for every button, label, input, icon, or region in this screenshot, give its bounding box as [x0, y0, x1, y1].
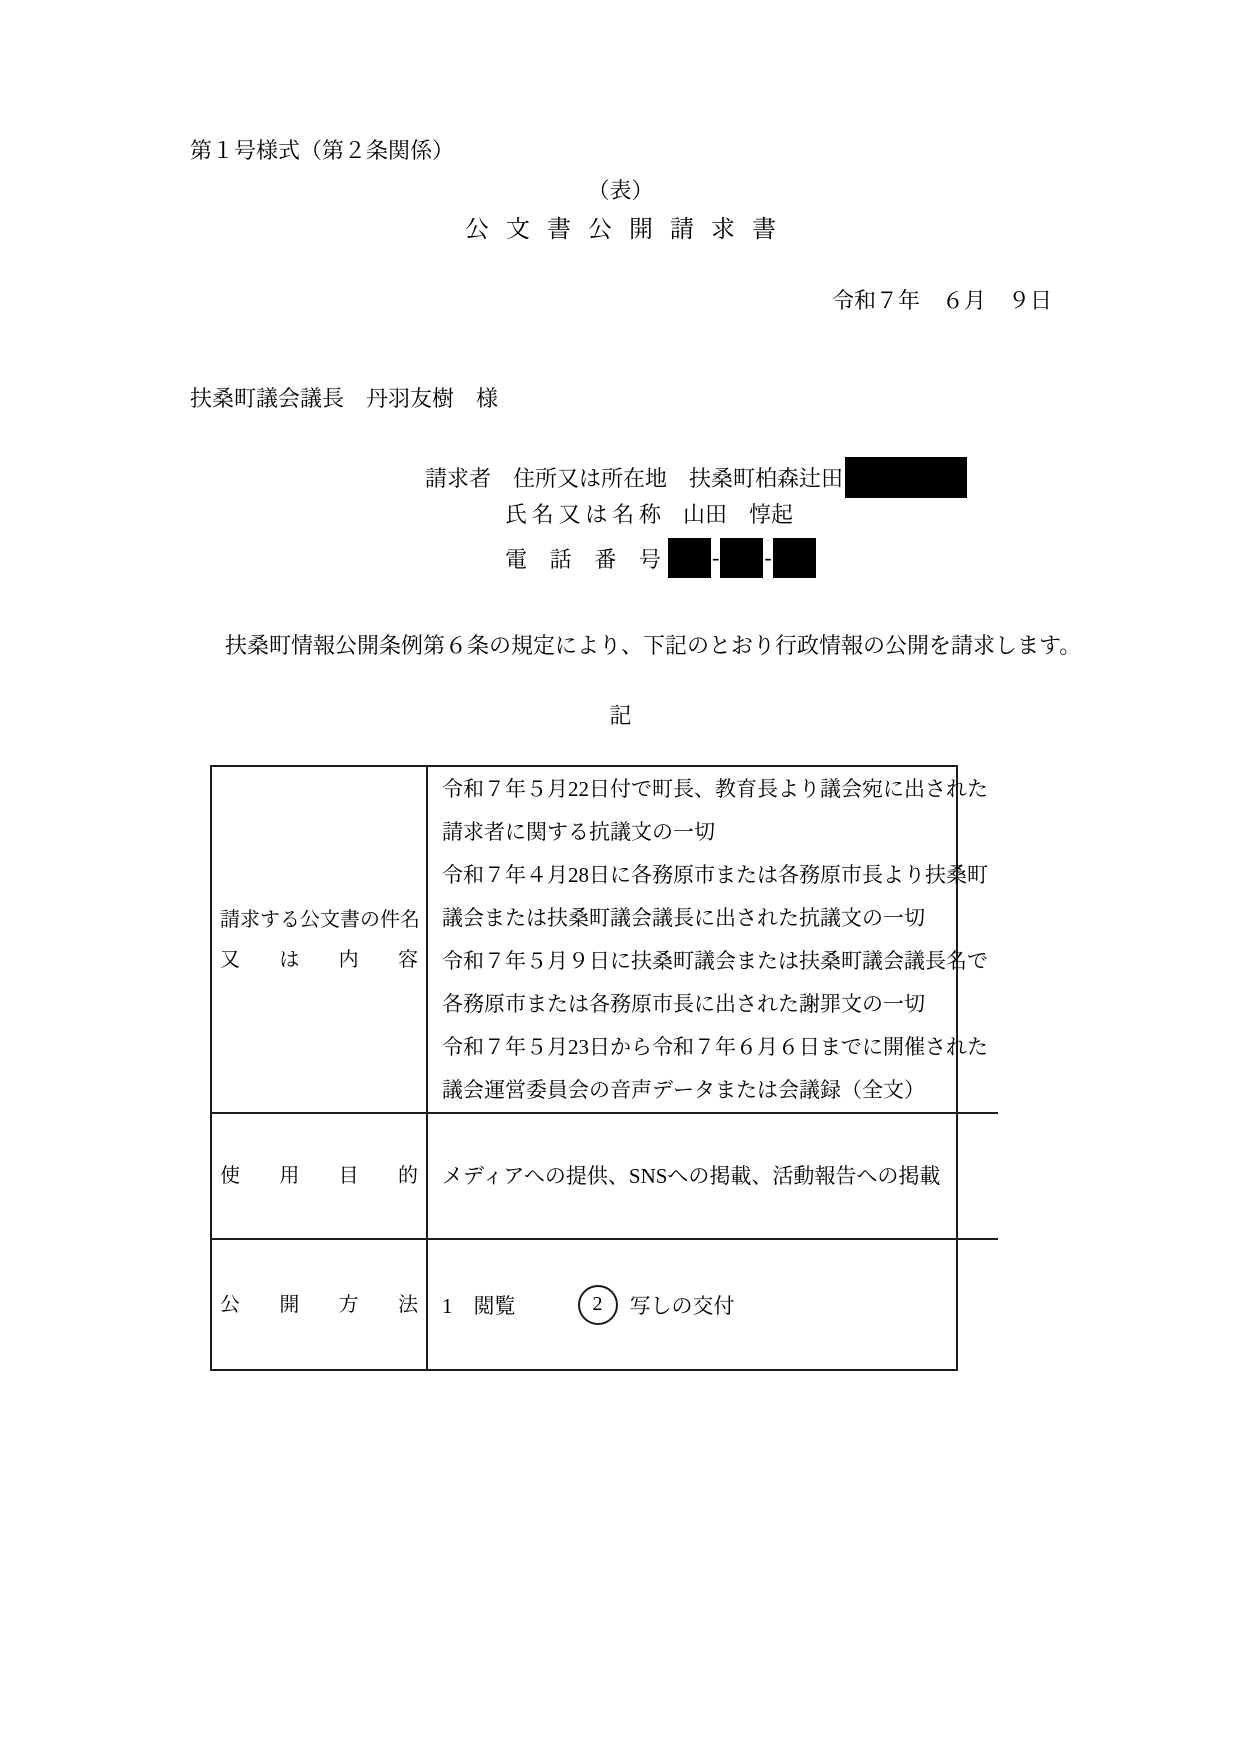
name-label: 氏 名 又 は 名 称: [505, 502, 661, 527]
disclosure-method-options: [442, 1285, 988, 1325]
usage-purpose-text: メディアへの提供、SNSへの掲載、活動報告への掲載: [442, 1163, 941, 1188]
redaction-box-phone-1: [668, 538, 711, 578]
method-option-1: 1 閲覧: [442, 1293, 516, 1318]
document-date: 令和７年 ６月 ９日: [832, 288, 1053, 313]
document-description-line: 令和７年５月９日に扶桑町議会または扶桑町議会議長名で: [442, 948, 988, 973]
request-statement: 扶桑町情報公開条例第６条の規定により、下記のとおり行政情報の公開を請求します。: [225, 633, 1082, 658]
document-description-line: 令和７年５月22日付で町長、教育長より議会宛に出された: [442, 776, 988, 801]
table-row1-label-cell: [212, 767, 428, 1112]
method-option-2-label: 写しの交付: [629, 1293, 735, 1318]
table-row1-content-cell: [428, 767, 998, 1112]
section-marker: 記: [609, 703, 632, 728]
form-number: 第１号様式（第２条関係）: [190, 138, 455, 163]
request-details-table: [210, 765, 988, 1371]
circled-option-2: 2: [578, 1285, 618, 1325]
document-description-line: 令和７年４月28日に各務原市または各務原市長より扶桑町: [442, 862, 988, 887]
redaction-box-address: [845, 457, 967, 498]
phone-separator-2: -: [764, 545, 772, 570]
row1-label-line1: 請求する公文書の件名: [220, 908, 420, 931]
requester-address-line: [425, 457, 967, 498]
document-description-line: 議会運営委員会の音声データまたは会議録（全文）: [442, 1077, 925, 1102]
row3-label: 公 開 方 法: [220, 1293, 418, 1316]
row1-label-line2: 又 は 内 容: [220, 948, 418, 971]
document-description-line: 請求者に関する抗議文の一切: [442, 819, 715, 844]
redaction-box-phone-2: [720, 538, 763, 578]
redaction-box-phone-3: [773, 538, 816, 578]
address-value: 扶桑町柏森辻田: [689, 466, 844, 491]
document-title: 公文書公開請求書: [465, 217, 793, 243]
table-row2-content-cell: [428, 1112, 998, 1238]
row2-label: 使 用 目 的: [220, 1165, 418, 1187]
addressee-line: 扶桑町議会議長 丹羽友樹 様: [190, 386, 499, 411]
document-description-line: 令和７年５月23日から令和７年６月６日までに開催された: [442, 1034, 988, 1059]
requester-name-line: [505, 498, 793, 529]
name-value: 山田 惇起: [683, 502, 794, 527]
address-label: 住所又は所在地: [513, 466, 668, 491]
table-row3-label-cell: [212, 1238, 428, 1369]
table-row2-label-cell: [212, 1112, 428, 1238]
phone-separator-1: -: [712, 545, 720, 570]
requester-label: 請求者: [425, 466, 492, 491]
phone-label: 電 話 番 号: [505, 546, 661, 572]
table-row3-content-cell: [428, 1238, 998, 1369]
document-description-line: 議会または扶桑町議会議長に出された抗議文の一切: [442, 905, 925, 930]
side-label: （表）: [587, 178, 654, 203]
phone-redacted-value: [668, 538, 816, 578]
document-description-line: 各務原市または各務原市長に出された謝罪文の一切: [442, 991, 925, 1016]
requester-phone-line: [505, 538, 816, 578]
